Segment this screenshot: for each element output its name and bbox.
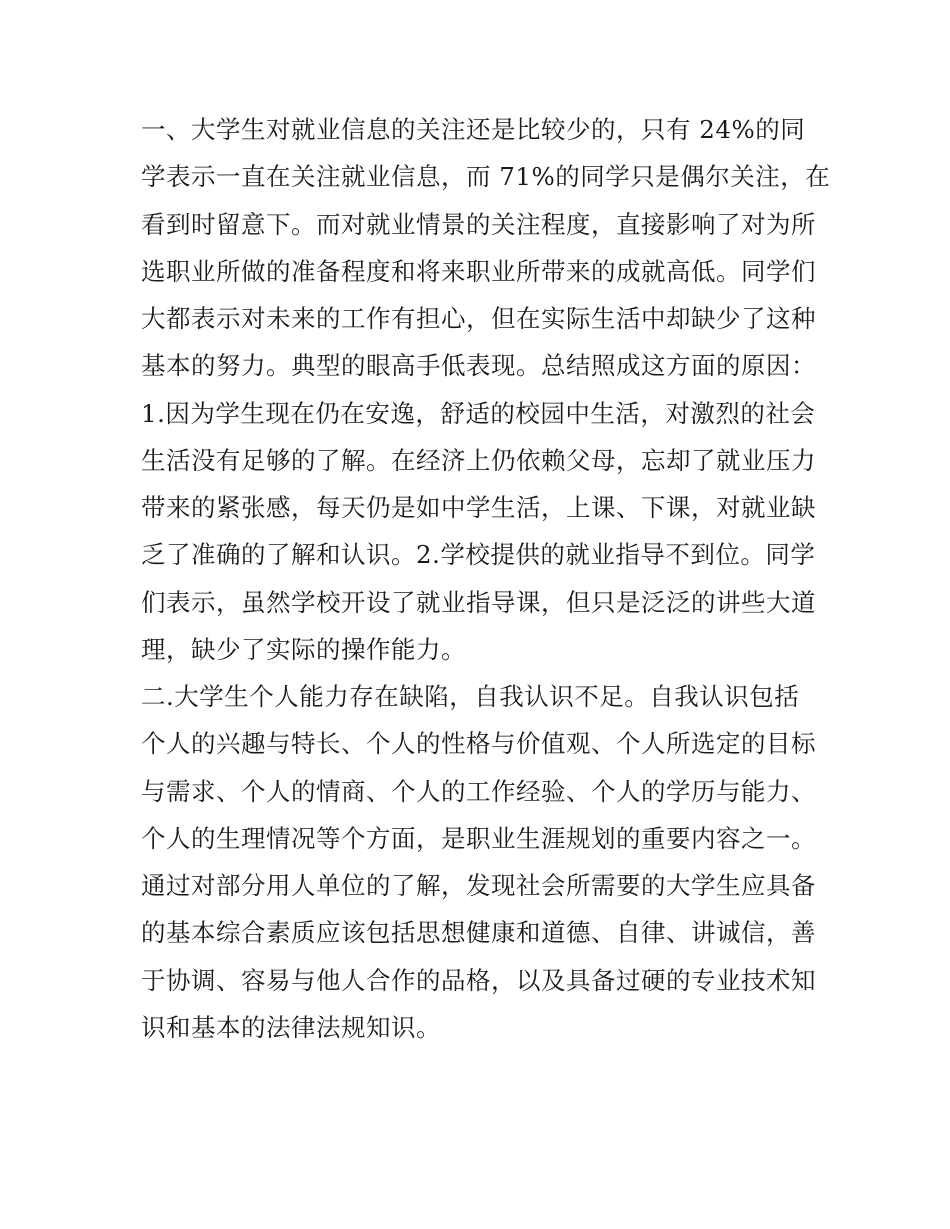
text-line: 生活没有足够的了解。在经济上仍依赖父母，忘却了就业压力	[141, 445, 816, 475]
text-line: 带来的紧张感，每天仍是如中学生活，上课、下课，对就业缺	[141, 493, 816, 522]
text-line: 们表示，虽然学校开设了就业指导课，但只是泛泛的讲些大道	[141, 587, 816, 617]
text-line: 大都表示对未来的工作有担心，但在实际生活中却缺少了这种	[141, 304, 816, 333]
text-line: 看到时留意下。而对就业情景的关注程度，直接影响了对为所	[141, 209, 816, 239]
text-line: 理，缺少了实际的操作能力。	[141, 634, 466, 664]
text-line: 识和基本的法律法规知识。	[141, 1012, 441, 1042]
text-line: 通过对部分用人单位的了解，发现社会所需要的大学生应具备	[141, 871, 816, 900]
text-line: 乏了准确的了解和认识。2.学校提供的就业指导不到位。同学	[141, 540, 816, 570]
text-line: 于协调、容易与他人合作的品格，以及具备过硬的专业技术知	[141, 965, 816, 995]
text-line: 个人的生理情况等个方面，是职业生涯规划的重要内容之一。	[141, 823, 816, 853]
text-line: 选职业所做的准备程度和将来职业所带来的成就高低。同学们	[141, 256, 816, 286]
text-line: 一、大学生对就业信息的关注还是比较少的，只有 24%的同	[141, 115, 806, 144]
text-line: 的基本综合素质应该包括思想健康和道德、自律、讲诚信，善	[141, 918, 816, 948]
body-text	[141, 110, 831, 1055]
text-line: 1.因为学生现在仍在安逸，舒适的校园中生活，对激烈的社会	[141, 398, 816, 428]
text-line: 基本的努力。典型的眼高手低表现。总结照成这方面的原因：	[141, 351, 816, 381]
text-line: 二.大学生个人能力存在缺陷，自我认识不足。自我认识包括	[141, 682, 800, 711]
text-line: 个人的兴趣与特长、个人的性格与价值观、个人所选定的目标	[141, 729, 816, 759]
text-line: 学表示一直在关注就业信息，而 71%的同学只是偶尔关注，在	[141, 162, 831, 192]
text-line: 与需求、个人的情商、个人的工作经验、个人的学历与能力、	[141, 776, 816, 806]
